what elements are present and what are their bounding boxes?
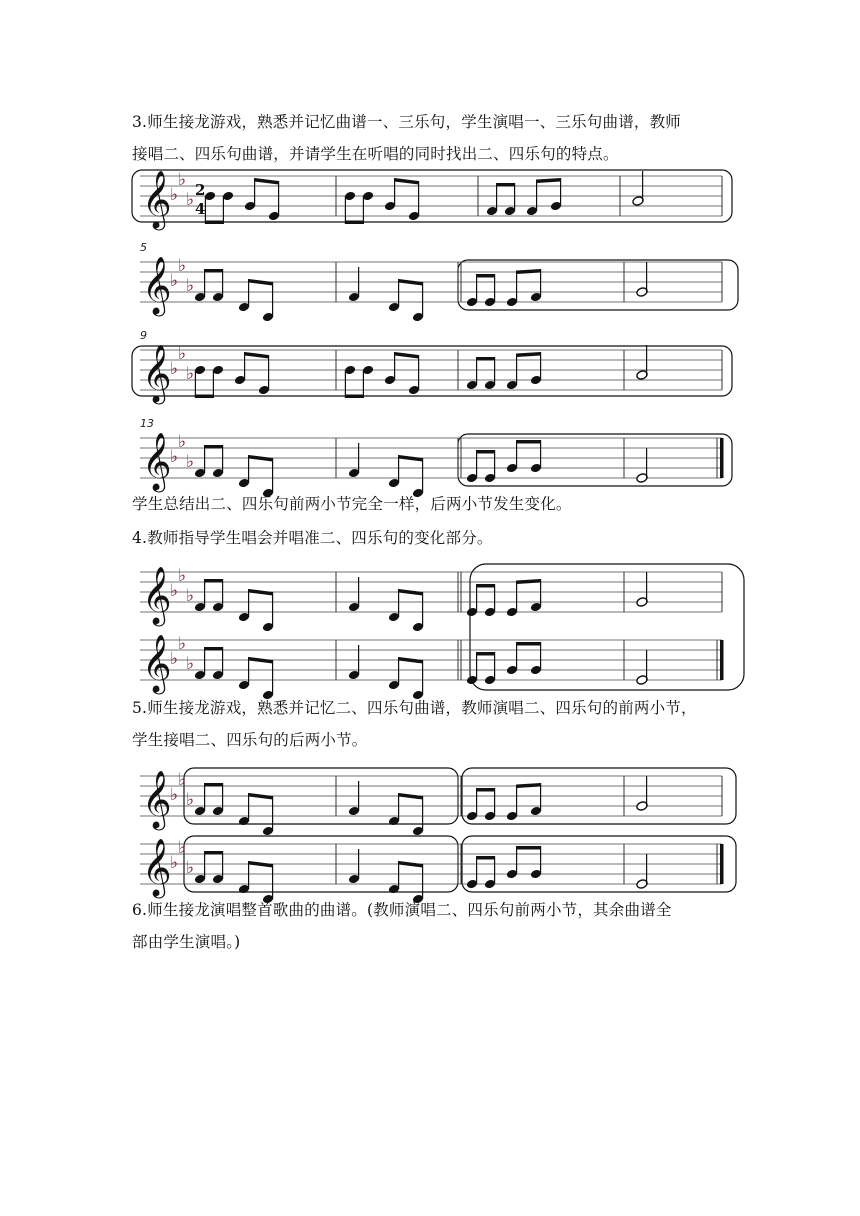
paragraph-summary — [132, 488, 732, 520]
flat-icon: ♭ — [170, 359, 179, 379]
flat-icon: ♭ — [170, 649, 179, 669]
final-barline — [720, 844, 724, 884]
treble-clef-icon: 𝄞 — [142, 170, 172, 228]
beam — [249, 793, 273, 800]
paragraph-step-6 — [132, 894, 732, 958]
beam — [345, 395, 363, 399]
beam — [395, 352, 419, 359]
treble-clef-icon: 𝄞 — [142, 634, 172, 692]
treble-clef-icon: 𝄞 — [142, 256, 172, 314]
beam — [497, 183, 515, 187]
flat-icon: ♭ — [178, 344, 187, 364]
beam — [399, 455, 423, 462]
score-phrases-2-4-split — [0, 760, 860, 900]
step-5-line-2: 学生接唱二、四乐句的后两小节。 — [132, 731, 368, 749]
summary-text: 学生总结出二、四乐句前两小节完全一样，后两小节发生变化。 — [132, 495, 572, 513]
step-3-line-2: 接唱二、四乐句曲谱，并请学生在听唱的同时找出二、四乐句的特点。 — [132, 145, 619, 163]
beam — [249, 589, 273, 596]
time-signature-bottom: 4 — [195, 200, 206, 218]
beam — [245, 352, 269, 359]
beam — [205, 269, 223, 273]
flat-icon: ♭ — [186, 452, 195, 472]
beam — [517, 352, 541, 357]
flat-icon: ♭ — [178, 170, 187, 190]
measure-number: 9 — [140, 329, 147, 342]
flat-icon: ♭ — [186, 654, 195, 674]
flat-icon: ♭ — [178, 770, 187, 790]
beam — [249, 455, 273, 462]
treble-clef-icon: 𝄞 — [142, 344, 172, 402]
beam — [255, 178, 279, 185]
paragraph-step-3 — [132, 106, 732, 170]
flat-icon: ♭ — [170, 853, 179, 873]
step-6-line-2: 部由学生演唱。) — [132, 933, 241, 951]
beam — [395, 178, 419, 185]
flat-icon: ♭ — [170, 581, 179, 601]
beam — [477, 652, 495, 656]
beam — [517, 269, 541, 274]
flat-icon: ♭ — [170, 271, 179, 291]
beam — [517, 846, 541, 850]
step-3-line-1: 3.师生接龙游戏，熟悉并记忆曲谱一、三乐句，学生演唱一、三乐句曲谱，教师 — [132, 113, 681, 131]
treble-clef-icon: 𝄞 — [142, 770, 172, 828]
beam — [477, 450, 495, 454]
paragraph-step-4 — [132, 522, 732, 554]
step-4-text: 4.教师指导学生唱会并唱准二、四乐句的变化部分。 — [132, 529, 493, 547]
beam — [345, 221, 363, 225]
step-5-line-1: 5.师生接龙游戏，熟悉并记忆二、四乐句曲谱，教师演唱二、四乐句的前两小节， — [132, 699, 697, 717]
flat-icon: ♭ — [186, 586, 195, 606]
beam — [205, 579, 223, 583]
beam — [517, 579, 541, 584]
beam — [477, 357, 495, 361]
beam — [399, 589, 423, 596]
flat-icon: ♭ — [186, 858, 195, 878]
beam — [399, 657, 423, 664]
flat-icon: ♭ — [186, 190, 195, 210]
flat-icon: ♭ — [178, 566, 187, 586]
beam — [399, 793, 423, 800]
beam — [205, 851, 223, 855]
score-phrases-2-4-compare — [0, 560, 860, 700]
beam — [477, 788, 495, 792]
score-phrase-3 — [0, 326, 860, 406]
beam — [517, 440, 541, 444]
flat-icon: ♭ — [178, 432, 187, 452]
score-phrase-2 — [0, 238, 860, 318]
beam — [249, 861, 273, 868]
paragraph-step-5 — [132, 692, 732, 756]
score-phrase-4 — [0, 414, 860, 494]
highlight-box — [458, 260, 738, 310]
beam — [205, 647, 223, 651]
beam — [517, 642, 541, 646]
flat-icon: ♭ — [170, 447, 179, 467]
flat-icon: ♭ — [186, 790, 195, 810]
beam — [399, 861, 423, 868]
beam — [205, 221, 223, 225]
final-barline — [720, 438, 724, 478]
treble-clef-icon: 𝄞 — [142, 432, 172, 490]
treble-clef-icon: 𝄞 — [142, 566, 172, 624]
beam — [477, 584, 495, 588]
flat-icon: ♭ — [178, 256, 187, 276]
flat-icon: ♭ — [170, 185, 179, 205]
score-phrase-1 — [0, 162, 860, 232]
flat-icon: ♭ — [170, 785, 179, 805]
flat-icon: ♭ — [178, 634, 187, 654]
beam — [195, 395, 213, 399]
beam — [205, 445, 223, 449]
beam — [205, 783, 223, 787]
measure-number: 13 — [140, 417, 154, 430]
beam — [249, 279, 273, 286]
treble-clef-icon: 𝄞 — [142, 838, 172, 896]
beam — [399, 279, 423, 286]
beam — [477, 274, 495, 278]
flat-icon: ♭ — [186, 276, 195, 296]
beam — [517, 783, 541, 788]
time-signature-top: 2 — [195, 181, 206, 199]
step-6-line-1: 6.师生接龙演唱整首歌曲的曲谱。(教师演唱二、四乐句前两小节，其余曲谱全 — [132, 901, 672, 919]
flat-icon: ♭ — [186, 364, 195, 384]
measure-number: 5 — [140, 241, 147, 254]
final-barline — [720, 640, 724, 680]
beam — [477, 856, 495, 860]
beam — [249, 657, 273, 664]
flat-icon: ♭ — [178, 838, 187, 858]
beam — [537, 178, 561, 183]
